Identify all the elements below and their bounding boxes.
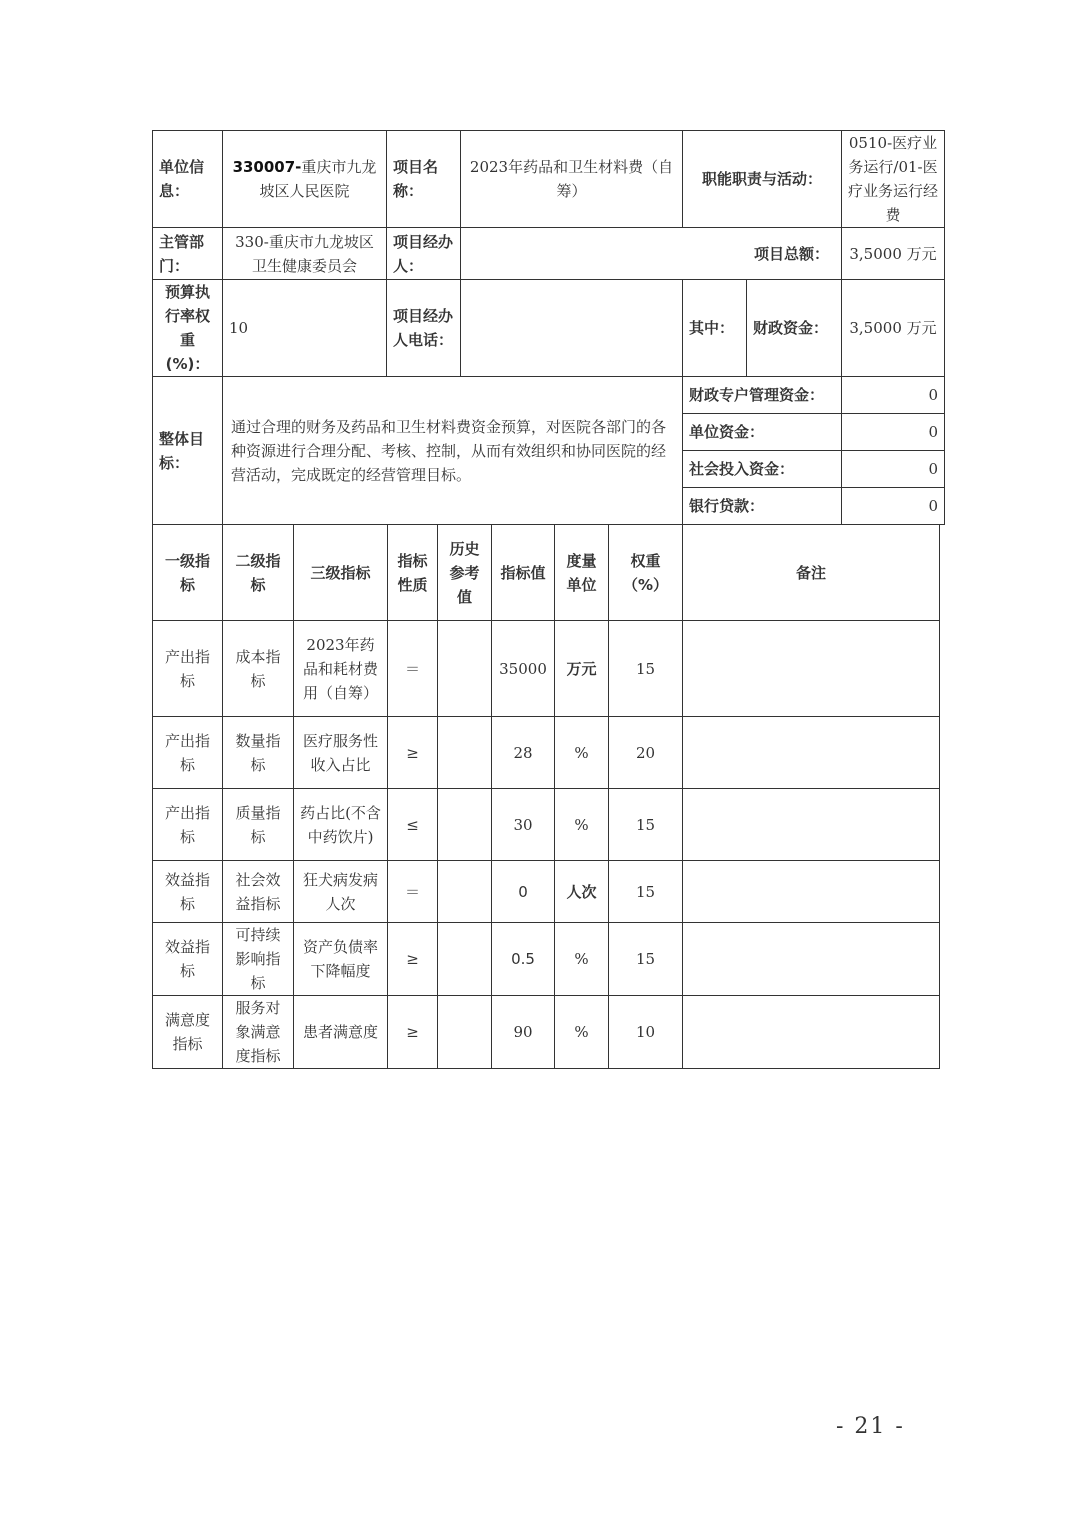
value-cell: 28 <box>492 717 555 789</box>
level3-cell: 2023年药品和耗材费用（自筹） <box>294 621 388 717</box>
budget-rate-label: 预算执行率权重(%)： <box>153 280 223 377</box>
table-row <box>153 923 940 996</box>
function-value: 0510-医疗业务运行/01-医疗业务运行经费 <box>842 131 945 228</box>
social-fund-label: 社会投入资金： <box>683 451 842 488</box>
history-cell <box>438 861 492 923</box>
header-level1: 一级指标 <box>153 525 223 621</box>
level1-cell: 效益指标 <box>153 861 223 923</box>
nature-cell: ≥ <box>388 996 438 1069</box>
total-value: 3,5000 万元 <box>842 228 945 280</box>
total-label: 项目总额： <box>754 244 830 263</box>
unit-cell: 人次 <box>555 861 609 923</box>
level3-cell: 患者满意度 <box>294 996 388 1069</box>
unit-code: 330007- <box>232 158 302 176</box>
level3-cell: 狂犬病发病人次 <box>294 861 388 923</box>
weight-cell: 15 <box>609 923 683 996</box>
special-fund-value: 0 <box>842 377 945 414</box>
function-label: 职能职责与活动： <box>683 131 842 228</box>
nature-cell: ＝ <box>388 861 438 923</box>
social-fund-value: 0 <box>842 451 945 488</box>
phone-value <box>461 280 683 377</box>
project-name-value: 2023年药品和卫生材料费（自筹） <box>461 131 683 228</box>
nature-cell: ≥ <box>388 923 438 996</box>
total-label-cell <box>461 228 842 280</box>
fiscal-value: 3,5000 万元 <box>842 280 945 377</box>
header-level3: 三级指标 <box>294 525 388 621</box>
header-weight: 权重（%） <box>609 525 683 621</box>
unit-cell: 万元 <box>555 621 609 717</box>
level1-cell: 产出指标 <box>153 621 223 717</box>
level2-cell: 可持续影响指标 <box>223 923 294 996</box>
header-nature: 指标性质 <box>388 525 438 621</box>
history-cell <box>438 717 492 789</box>
dept-label: 主管部门： <box>153 228 223 280</box>
weight-cell: 20 <box>609 717 683 789</box>
phone-label: 项目经办人电话： <box>387 280 461 377</box>
bank-loan-value: 0 <box>842 488 945 525</box>
note-cell <box>683 717 940 789</box>
bank-loan-label: 银行贷款： <box>683 488 842 525</box>
nature-cell: ＝ <box>388 621 438 717</box>
indicator-header-row <box>153 525 940 621</box>
history-cell <box>438 621 492 717</box>
unit-value <box>223 131 387 228</box>
dept-value: 330-重庆市九龙坡区卫生健康委员会 <box>223 228 387 280</box>
project-name-label: 项目名称： <box>387 131 461 228</box>
value-cell: 35000 <box>492 621 555 717</box>
header-unit: 度量单位 <box>555 525 609 621</box>
table-row <box>153 996 940 1069</box>
unit-fund-label: 单位资金： <box>683 414 842 451</box>
unit-cell: % <box>555 717 609 789</box>
note-cell <box>683 996 940 1069</box>
table-row <box>153 789 940 861</box>
note-cell <box>683 923 940 996</box>
table-row <box>153 717 940 789</box>
budget-rate-value: 10 <box>223 280 387 377</box>
table-row <box>153 621 940 717</box>
weight-cell: 15 <box>609 861 683 923</box>
unit-cell: % <box>555 923 609 996</box>
weight-cell: 15 <box>609 789 683 861</box>
note-cell <box>683 861 940 923</box>
level1-cell: 产出指标 <box>153 789 223 861</box>
fiscal-label: 财政资金： <box>747 280 842 377</box>
level2-cell: 社会效益指标 <box>223 861 294 923</box>
unit-name: 重庆市九龙坡区人民医院 <box>259 158 377 200</box>
weight-cell: 15 <box>609 621 683 717</box>
project-info-table <box>152 130 945 525</box>
level3-cell: 药占比(不含中药饮片) <box>294 789 388 861</box>
history-cell <box>438 923 492 996</box>
unit-cell: % <box>555 996 609 1069</box>
unit-cell: % <box>555 789 609 861</box>
level1-cell: 效益指标 <box>153 923 223 996</box>
level2-cell: 服务对象满意度指标 <box>223 996 294 1069</box>
level2-cell: 成本指标 <box>223 621 294 717</box>
note-cell <box>683 789 940 861</box>
unit-label: 单位信息： <box>153 131 223 228</box>
handler-label: 项目经办人： <box>387 228 461 280</box>
level1-cell: 满意度指标 <box>153 996 223 1069</box>
level1-cell: 产出指标 <box>153 717 223 789</box>
header-note: 备注 <box>683 525 940 621</box>
value-cell: 90 <box>492 996 555 1069</box>
level2-cell: 数量指标 <box>223 717 294 789</box>
header-history: 历史参考值 <box>438 525 492 621</box>
unit-fund-value: 0 <box>842 414 945 451</box>
level3-cell: 资产负债率下降幅度 <box>294 923 388 996</box>
header-level2: 二级指标 <box>223 525 294 621</box>
of-which-label: 其中： <box>683 280 747 377</box>
indicator-table <box>152 524 940 1069</box>
nature-cell: ≥ <box>388 717 438 789</box>
history-cell <box>438 996 492 1069</box>
header-value: 指标值 <box>492 525 555 621</box>
table-row <box>153 861 940 923</box>
page-number: - 21 - <box>836 1414 905 1439</box>
overall-label: 整体目标： <box>153 377 223 525</box>
level3-cell: 医疗服务性收入占比 <box>294 717 388 789</box>
overall-text: 通过合理的财务及药品和卫生材料费资金预算，对医院各部门的各种资源进行合理分配、考核、控制，从而有效组织和协同医院的经营活动，完成既定的经营管理目标。 <box>223 377 683 525</box>
value-cell: 0.5 <box>492 923 555 996</box>
history-cell <box>438 789 492 861</box>
note-cell <box>683 621 940 717</box>
nature-cell: ≤ <box>388 789 438 861</box>
level2-cell: 质量指标 <box>223 789 294 861</box>
value-cell: 30 <box>492 789 555 861</box>
value-cell: 0 <box>492 861 555 923</box>
weight-cell: 10 <box>609 996 683 1069</box>
special-fund-label: 财政专户管理资金： <box>683 377 842 414</box>
